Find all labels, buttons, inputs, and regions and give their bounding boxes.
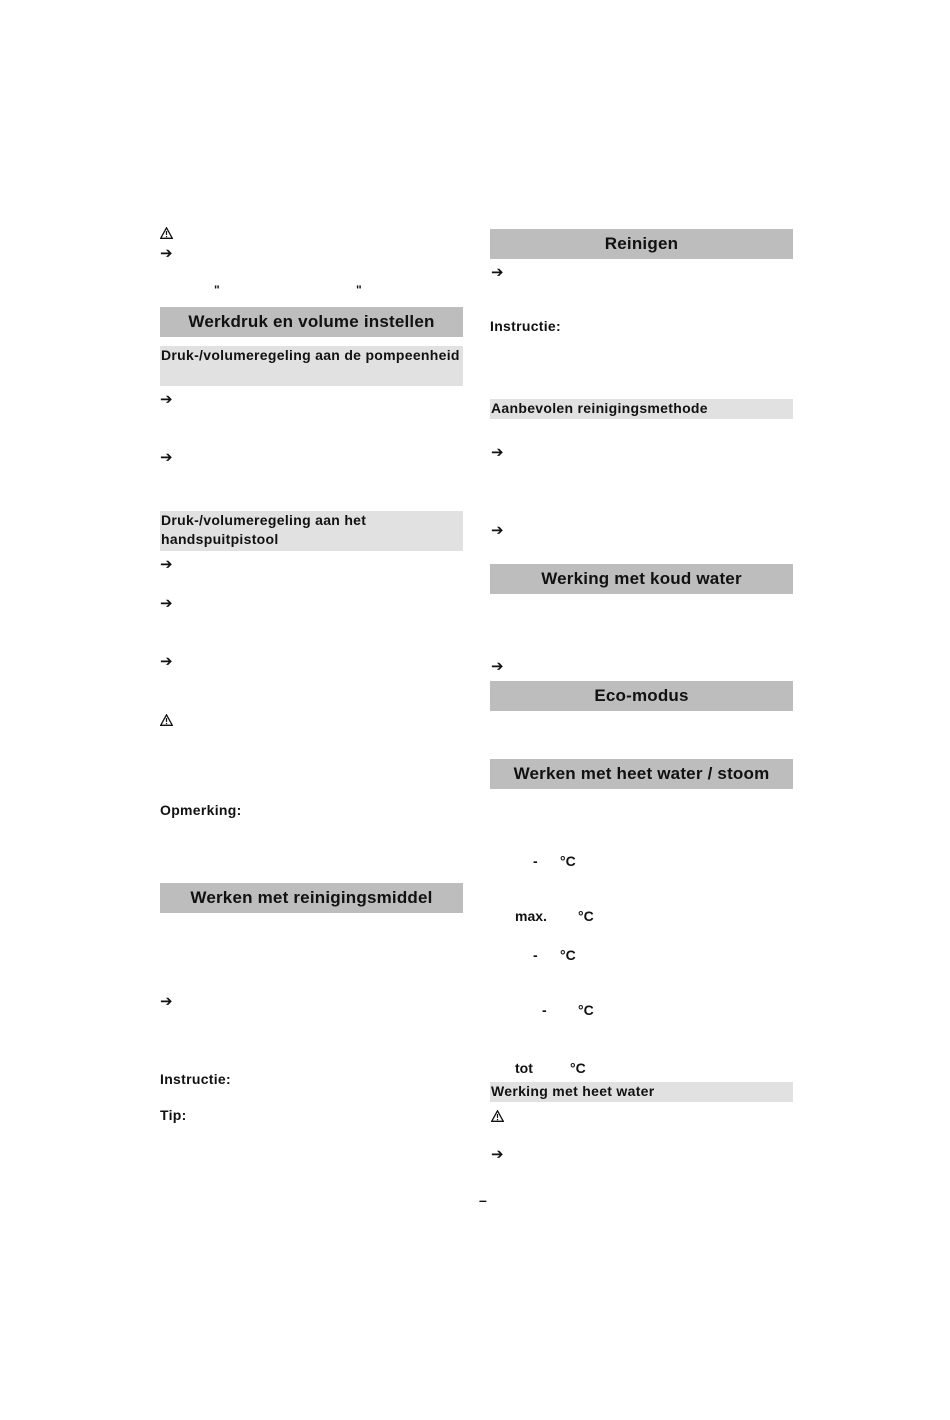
subheading-aanbevolen: Aanbevolen reinigingsmethode (490, 399, 793, 419)
temp-unit: °C (578, 908, 594, 924)
heading-reinigen: Reinigen (490, 229, 793, 259)
temp-unit: °C (560, 947, 576, 963)
arrow-right-icon: ➔ (160, 391, 173, 408)
arrow-right-icon: ➔ (160, 595, 173, 612)
label-tip: Tip: (160, 1107, 187, 1123)
arrow-right-icon: ➔ (491, 522, 504, 539)
arrow-right-icon: ➔ (160, 993, 173, 1010)
warning-triangle-icon (491, 1110, 504, 1122)
temp-max-label: max. (515, 908, 547, 924)
temp-range-dash: - (542, 1002, 547, 1018)
arrow-right-icon: ➔ (491, 264, 504, 281)
arrow-right-icon: ➔ (491, 658, 504, 675)
quote-close: " (356, 283, 362, 297)
subheading-heet-water: Werking met heet water (490, 1082, 793, 1102)
heading-reinigingsmiddel: Werken met reinigingsmiddel (160, 883, 463, 913)
temp-unit: °C (570, 1060, 586, 1076)
subheading-druk-pompeenheid: Druk-/volumeregeling aan de pompeenheid (160, 346, 463, 386)
quote-open: " (214, 283, 220, 297)
arrow-right-icon: ➔ (491, 1146, 504, 1163)
arrow-right-icon: ➔ (160, 556, 173, 573)
heading-eco-modus: Eco-modus (490, 681, 793, 711)
arrow-right-icon: ➔ (160, 245, 173, 262)
page-number: – (479, 1192, 487, 1208)
arrow-right-icon: ➔ (160, 653, 173, 670)
heading-koud-water: Werking met koud water (490, 564, 793, 594)
temp-unit: °C (560, 853, 576, 869)
warning-triangle-icon (160, 714, 173, 726)
heading-heet-water-stoom: Werken met heet water / stoom (490, 759, 793, 789)
temp-range-dash: - (533, 947, 538, 963)
temp-range-dash: - (533, 853, 538, 869)
heading-werkdruk-volume: Werkdruk en volume instellen (160, 307, 463, 337)
arrow-right-icon: ➔ (491, 444, 504, 461)
arrow-right-icon: ➔ (160, 449, 173, 466)
label-instructie: Instructie: (160, 1071, 231, 1087)
label-opmerking: Opmerking: (160, 802, 242, 818)
subheading-druk-handspuitpistool: Druk-/volumeregeling aan het handspuitpistool (160, 511, 463, 551)
label-instructie-right: Instructie: (490, 318, 561, 334)
temp-tot-label: tot (515, 1060, 533, 1076)
temp-unit: °C (578, 1002, 594, 1018)
warning-triangle-icon (160, 227, 173, 239)
